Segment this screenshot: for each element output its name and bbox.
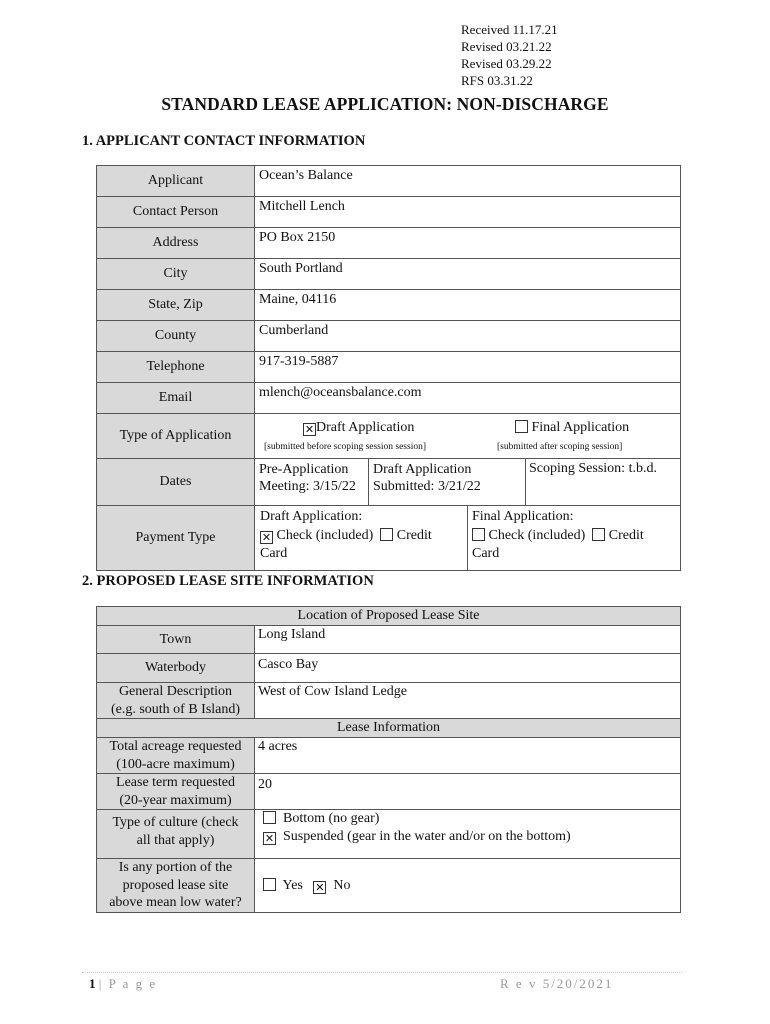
table-row bbox=[97, 197, 681, 228]
draft-submitted-line1: Draft Application bbox=[373, 462, 472, 477]
dates-cell bbox=[255, 459, 681, 506]
lease-term-label-line1: Lease term requested bbox=[116, 775, 235, 790]
general-description-label bbox=[97, 683, 255, 719]
divider bbox=[467, 506, 468, 571]
table-row bbox=[97, 607, 681, 626]
final-application-note: [submitted after scoping session] bbox=[497, 442, 623, 452]
table-row bbox=[97, 383, 681, 414]
pre-application-date[interactable] bbox=[259, 461, 367, 495]
dates-label: Dates bbox=[97, 459, 255, 506]
rfs-date: RFS 03.31.22 bbox=[461, 73, 533, 88]
section-2-heading: 2. PROPOSED LEASE SITE INFORMATION bbox=[82, 573, 374, 589]
table-row bbox=[97, 774, 681, 810]
revised-date-2: Revised 03.29.22 bbox=[461, 56, 552, 71]
no-checkbox[interactable] bbox=[313, 881, 326, 894]
county-label: County bbox=[97, 321, 255, 352]
above-low-water-options bbox=[255, 859, 681, 913]
contact-person-field[interactable]: Mitchell Lench bbox=[255, 197, 681, 228]
general-description-label-line1: General Description bbox=[118, 684, 233, 699]
revised-date-1: Revised 03.21.22 bbox=[461, 39, 552, 54]
culture-bottom-checkbox[interactable] bbox=[263, 811, 276, 824]
town-label: Town bbox=[97, 626, 255, 654]
table-row bbox=[97, 321, 681, 352]
draft-credit-checkbox[interactable] bbox=[380, 528, 393, 541]
town-field[interactable]: Long Island bbox=[255, 626, 681, 654]
above-low-water-label-line1: Is any portion of the bbox=[118, 860, 233, 875]
scoping-session-date[interactable]: Scoping Session: t.b.d. bbox=[529, 461, 657, 476]
page-number bbox=[89, 976, 157, 992]
table-row bbox=[97, 414, 681, 459]
footer-divider bbox=[82, 972, 682, 973]
received-date: Received 11.17.21 bbox=[461, 22, 558, 37]
lease-term-label-line2: (20-year maximum) bbox=[119, 792, 232, 808]
draft-check-checkbox[interactable] bbox=[260, 531, 273, 544]
applicant-contact-table bbox=[96, 165, 681, 571]
page-word: | P a g e bbox=[98, 976, 158, 991]
general-description-field[interactable]: West of Cow Island Ledge bbox=[255, 683, 681, 719]
state-zip-label: State, Zip bbox=[97, 290, 255, 321]
table-row bbox=[97, 626, 681, 654]
table-row bbox=[97, 259, 681, 290]
table-row bbox=[97, 352, 681, 383]
state-zip-field[interactable]: Maine, 04116 bbox=[255, 290, 681, 321]
telephone-field[interactable]: 917-319-5887 bbox=[255, 352, 681, 383]
table-row bbox=[97, 719, 681, 738]
address-label: Address bbox=[97, 228, 255, 259]
divider bbox=[525, 459, 526, 506]
above-low-water-label-line2: proposed lease site bbox=[122, 877, 229, 893]
waterbody-field[interactable]: Casco Bay bbox=[255, 654, 681, 683]
culture-type-options bbox=[255, 810, 681, 859]
table-row bbox=[97, 654, 681, 683]
lease-information-header: Lease Information bbox=[97, 719, 681, 738]
address-field[interactable]: PO Box 2150 bbox=[255, 228, 681, 259]
above-low-water-label-line3: above mean low water? bbox=[109, 895, 242, 910]
final-application-label: Final Application bbox=[531, 420, 630, 435]
above-low-water-label bbox=[97, 859, 255, 913]
city-field[interactable]: South Portland bbox=[255, 259, 681, 290]
table-row bbox=[97, 859, 681, 913]
final-credit-checkbox[interactable] bbox=[592, 528, 605, 541]
acreage-label bbox=[97, 738, 255, 774]
draft-application-note: [submitted before scoping session session] bbox=[264, 442, 427, 452]
culture-type-label bbox=[97, 810, 255, 859]
culture-bottom-option[interactable] bbox=[263, 810, 680, 828]
table-row bbox=[97, 683, 681, 719]
draft-application-checkbox[interactable] bbox=[303, 423, 316, 436]
no-label: No bbox=[333, 877, 351, 893]
culture-suspended-label: Suspended (gear in the water and/or on the bottom) bbox=[283, 828, 571, 844]
general-description-label-line2: (e.g. south of B Island) bbox=[110, 701, 241, 717]
email-field[interactable]: mlench@oceansbalance.com bbox=[255, 383, 681, 414]
culture-suspended-checkbox[interactable] bbox=[263, 832, 276, 845]
draft-submitted-line2: Submitted: 3/21/22 bbox=[373, 479, 481, 494]
draft-application-option[interactable] bbox=[303, 420, 414, 436]
table-row bbox=[97, 738, 681, 774]
final-application-checkbox[interactable] bbox=[515, 420, 528, 433]
final-payment-heading: Final Application: bbox=[472, 509, 574, 524]
culture-bottom-label: Bottom (no gear) bbox=[283, 811, 380, 826]
lease-term-field[interactable]: 20 bbox=[255, 774, 681, 810]
draft-credit-label: Credit bbox=[396, 527, 432, 543]
payment-type-label: Payment Type bbox=[97, 506, 255, 571]
culture-type-label-line2: all that apply) bbox=[136, 832, 215, 848]
type-of-application-label: Type of Application bbox=[97, 414, 255, 459]
draft-payment-heading: Draft Application: bbox=[260, 509, 363, 524]
applicant-label: Applicant bbox=[97, 166, 255, 197]
table-row bbox=[97, 810, 681, 859]
table-row bbox=[97, 228, 681, 259]
yes-label: Yes bbox=[282, 877, 303, 893]
table-row bbox=[97, 166, 681, 197]
draft-card-label: Card bbox=[260, 546, 288, 561]
pre-application-line1: Pre-Application bbox=[259, 462, 349, 477]
lease-term-label bbox=[97, 774, 255, 810]
draft-submitted-date[interactable] bbox=[373, 461, 481, 495]
final-payment bbox=[472, 508, 677, 564]
document-title: STANDARD LEASE APPLICATION: NON-DISCHARGE bbox=[161, 94, 609, 114]
location-header: Location of Proposed Lease Site bbox=[97, 607, 681, 626]
received-stamp bbox=[461, 21, 558, 89]
contact-person-label: Contact Person bbox=[97, 197, 255, 228]
payment-type-cell bbox=[255, 506, 681, 571]
yes-checkbox[interactable] bbox=[263, 878, 276, 891]
table-row bbox=[97, 506, 681, 571]
culture-type-label-line1: Type of culture (check bbox=[112, 815, 239, 830]
waterbody-label: Waterbody bbox=[97, 654, 255, 683]
culture-suspended-option[interactable] bbox=[263, 828, 680, 846]
revision-date: R e v 5/20/2021 bbox=[500, 976, 614, 991]
table-row bbox=[97, 290, 681, 321]
telephone-label: Telephone bbox=[97, 352, 255, 383]
lease-site-table bbox=[96, 606, 681, 913]
pre-application-line2: Meeting: 3/15/22 bbox=[259, 479, 356, 494]
city-label: City bbox=[97, 259, 255, 290]
final-check-label: Check (included) bbox=[488, 527, 586, 543]
page-number-value: 1 bbox=[89, 976, 96, 991]
final-check-checkbox[interactable] bbox=[472, 528, 485, 541]
acreage-label-line2: (100-acre maximum) bbox=[116, 756, 235, 772]
final-application-option[interactable] bbox=[515, 420, 629, 436]
section-1-heading: 1. APPLICANT CONTACT INFORMATION bbox=[82, 133, 366, 149]
table-row bbox=[97, 459, 681, 506]
acreage-label-line1: Total acreage requested bbox=[109, 739, 242, 754]
county-field[interactable]: Cumberland bbox=[255, 321, 681, 352]
draft-payment bbox=[260, 508, 460, 564]
final-card-label: Card bbox=[472, 546, 500, 561]
draft-check-label: Check (included) bbox=[276, 527, 374, 543]
final-credit-label: Credit bbox=[608, 527, 644, 543]
applicant-field[interactable]: Ocean’s Balance bbox=[255, 166, 681, 197]
acreage-field[interactable]: 4 acres bbox=[255, 738, 681, 774]
type-of-application-cell bbox=[255, 414, 681, 459]
email-label: Email bbox=[97, 383, 255, 414]
draft-application-label: Draft Application bbox=[316, 420, 415, 435]
divider bbox=[368, 459, 369, 506]
